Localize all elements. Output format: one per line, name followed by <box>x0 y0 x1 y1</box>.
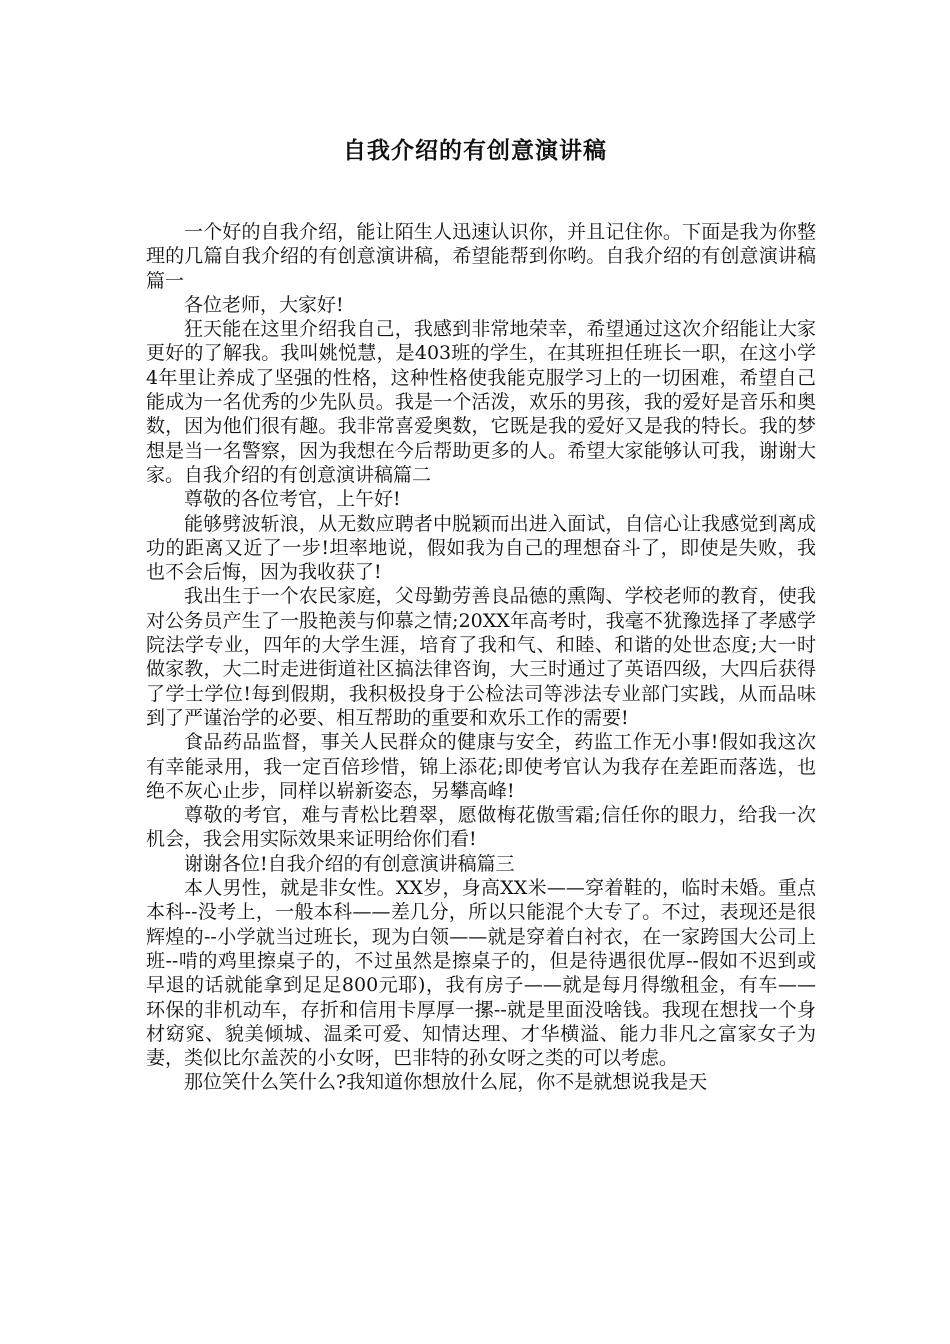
paragraph-intro: 一个好的自我介绍，能让陌生人迅速认识你，并且记住你。下面是我为你整理的几篇自我介绍的有创意演讲稿，希望能帮到你哟。自我介绍的有创意演讲稿篇一 <box>146 221 816 292</box>
paragraph-speech-3: 本人男性，就是非女性。XX岁，身高XX米——穿着鞋的，临时未婚。重点本科--没考上，一般本科——差几分，所以只能混个大专了。不过，表现还是很辉煌的--小学就当过班长，现为白领——就是穿着白衬衣，在一家跨国大公司上班--啃的鸡里擦桌子的，不过虽然是擦桌子的，但是待遇很优厚--假如不迟到或早退的话就能拿到足足800元耶)，我有房子——就是每月得缴租金，有车——环保的非机动车，存折和信用卡厚厚一摞--就是里面没啥钱。我现在想找一个身材窈窕、貌美倾城、温柔可爱、知情达理、才华横溢、能力非凡之富家女子为妻，类似比尔盖茨的小女呀，巴非特的孙女呀之类的可以考虑。 <box>146 877 816 1070</box>
paragraph-speech-2b: 我出生于一个农民家庭，父母勤劳善良品德的熏陶、学校老师的教育，使我对公务员产生了一股艳羡与仰慕之情;20XX年高考时，我毫不犹豫选择了孝感学院法学专业，四年的大学生涯，培育了我和气、和睦、和谐的处世态度;大一时做家教，大二时走进街道社区搞法律咨询，大三时通过了英语四级，大四后获得了学士学位!每到假期，我积极投身于公检法司等涉法专业部门实践，从而品味到了严谨治学的必要、相互帮助的重要和欢乐工作的需要! <box>146 585 816 729</box>
document-body <box>146 220 816 1095</box>
paragraph-speech-1: 狂天能在这里介绍我自己，我感到非常地荣幸，希望通过这次介绍能让大家更好的了解我。我叫姚悦慧，是403班的学生，在其班担任班长一职，在这小学4年里让养成了坚强的性格，这种性格使我能克服学习上的一切困难，希望自己能成为一名优秀的少先队员。我是一个活泼，欢乐的男孩，我的爱好是音乐和奥数，因为他们很有趣。我非常喜爱奥数，它既是我的爱好又是我的特长。我的梦想是当一名警察，因为我想在今后帮助更多的人。希望大家能够认可我，谢谢大家。自我介绍的有创意演讲稿篇二 <box>146 318 816 486</box>
paragraph-thanks: 谢谢各位!自我介绍的有创意演讲稿篇三 <box>184 852 515 875</box>
paragraph-speech-2a: 能够劈波斩浪，从无数应聘者中脱颖而出进入面试，自信心让我感觉到离成功的距离又近了一步!坦率地说，假如我为自己的理想奋斗了，即使是失败，我也不会后悔，因为我收获了! <box>146 512 816 584</box>
paragraph-speech-3b: 那位笑什么笑什么?我知道你想放什么屁，你不是就想说我是天 <box>184 1071 708 1094</box>
paragraph-speech-2d: 尊敬的考官，难与青松比碧翠，愿做梅花傲雪霜;信任你的眼力，给我一次机会，我会用实际效果来证明给你们看! <box>146 804 816 851</box>
paragraph-greeting-1: 各位老师，大家好! <box>184 293 344 316</box>
paragraph-speech-2c: 食品药品监督，事关人民群众的健康与安全，药监工作无小事!假如我这次有幸能录用，我一定百倍珍惜，锦上添花;即使考官认为我存在差距而落选，也绝不灰心止步，同样以崭新姿态，另攀高峰! <box>146 731 816 802</box>
paragraph-greeting-2: 尊敬的各位考官，上午好! <box>184 488 401 511</box>
page-title: 自我介绍的有创意演讲稿 <box>343 138 607 164</box>
